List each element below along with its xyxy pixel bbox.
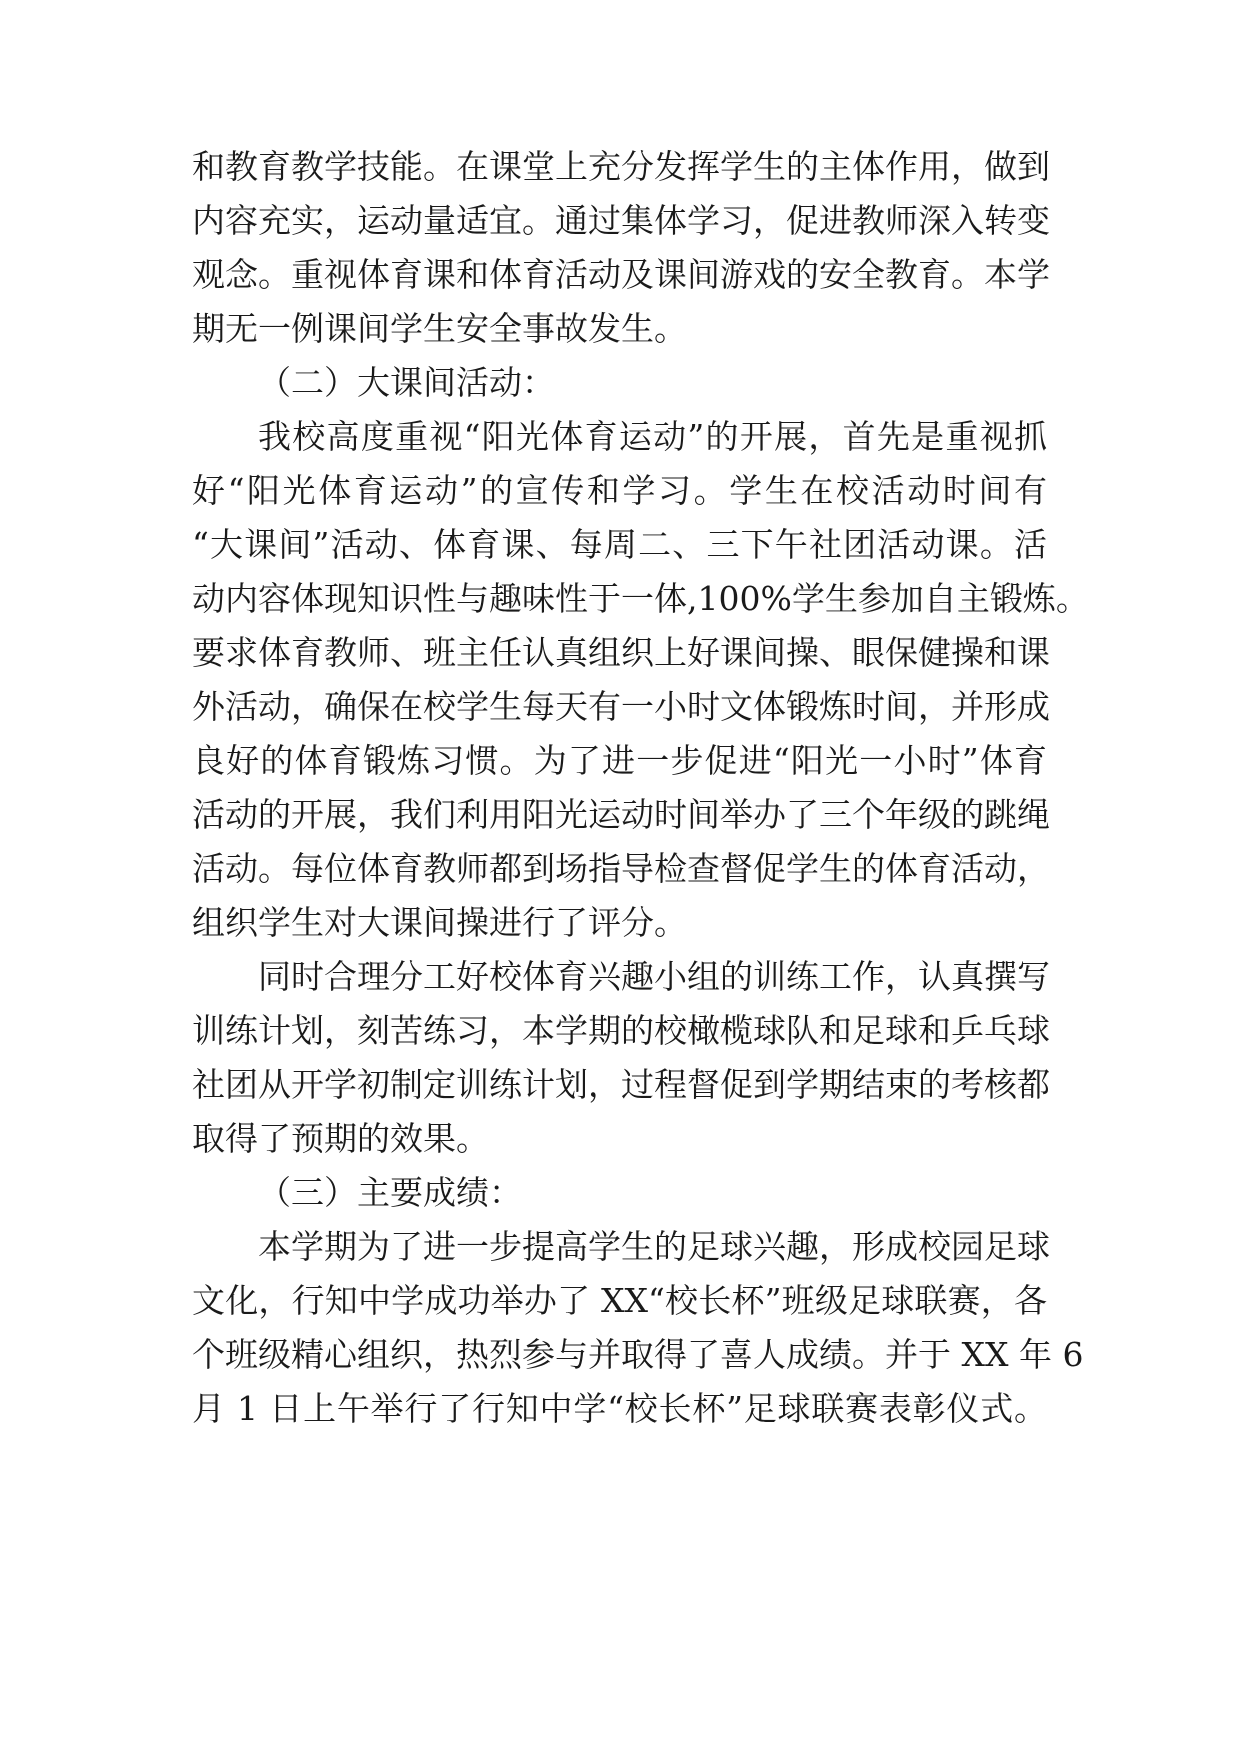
body-text-line: 个班级精心组织，热烈参与并取得了喜人成绩。并于 XX 年 6 [192,1335,1084,1374]
body-text-line: 文化，行知中学成功举办了 XX“校长杯”班级足球联赛，各 [192,1281,1047,1320]
body-text-line: 好“阳光体育运动”的宣传和学习。学生在校活动时间有 [192,471,1047,510]
body-text-line: 期无一例课间学生安全事故发生。 [192,309,687,348]
body-text-line: 取得了预期的效果。 [192,1119,489,1158]
body-text-line: 良好的体育锻炼习惯。为了进一步促进“阳光一小时”体育 [192,741,1047,780]
body-text-line: 活动的开展，我们利用阳光运动时间举办了三个年级的跳绳 [192,795,1050,834]
body-text-line: 组织学生对大课间操进行了评分。 [192,903,687,942]
body-text-line: 观念。重视体育课和体育活动及课间游戏的安全教育。本学 [192,255,1050,294]
body-text-line: 外活动，确保在校学生每天有一小时文体锻炼时间，并形成 [192,687,1050,726]
section-heading: （三）主要成绩： [258,1173,522,1212]
body-text-line: 内容充实，运动量适宜。通过集体学习，促进教师深入转变 [192,201,1050,240]
body-text-line: “大课间”活动、体育课、每周二、三下午社团活动课。活 [192,525,1047,564]
body-text-line: 和教育教学技能。在课堂上充分发挥学生的主体作用，做到 [192,147,1050,186]
paragraph-first-line: 同时合理分工好校体育兴趣小组的训练工作，认真撰写 [258,957,1050,996]
body-text-line: 月 1 日上午举行了行知中学“校长杯”足球联赛表彰仪式。 [192,1389,1047,1428]
paragraph-first-line: 本学期为了进一步提高学生的足球兴趣，形成校园足球 [258,1227,1050,1266]
body-text-line: 动内容体现知识性与趣味性于一体,100%学生参加自主锻炼。 [192,579,1089,618]
body-text-line: 训练计划，刻苦练习，本学期的校橄榄球队和足球和乒乓球 [192,1011,1050,1050]
body-text-line: 社团从开学初制定训练计划，过程督促到学期结束的考核都 [192,1065,1050,1104]
paragraph-first-line: 我校高度重视“阳光体育运动”的开展，首先是重视抓 [258,417,1047,456]
body-text-line: 活动。每位体育教师都到场指导检查督促学生的体育活动， [192,849,1050,888]
body-text-line: 要求体育教师、班主任认真组织上好课间操、眼保健操和课 [192,633,1050,672]
section-heading: （二）大课间活动： [258,363,555,402]
